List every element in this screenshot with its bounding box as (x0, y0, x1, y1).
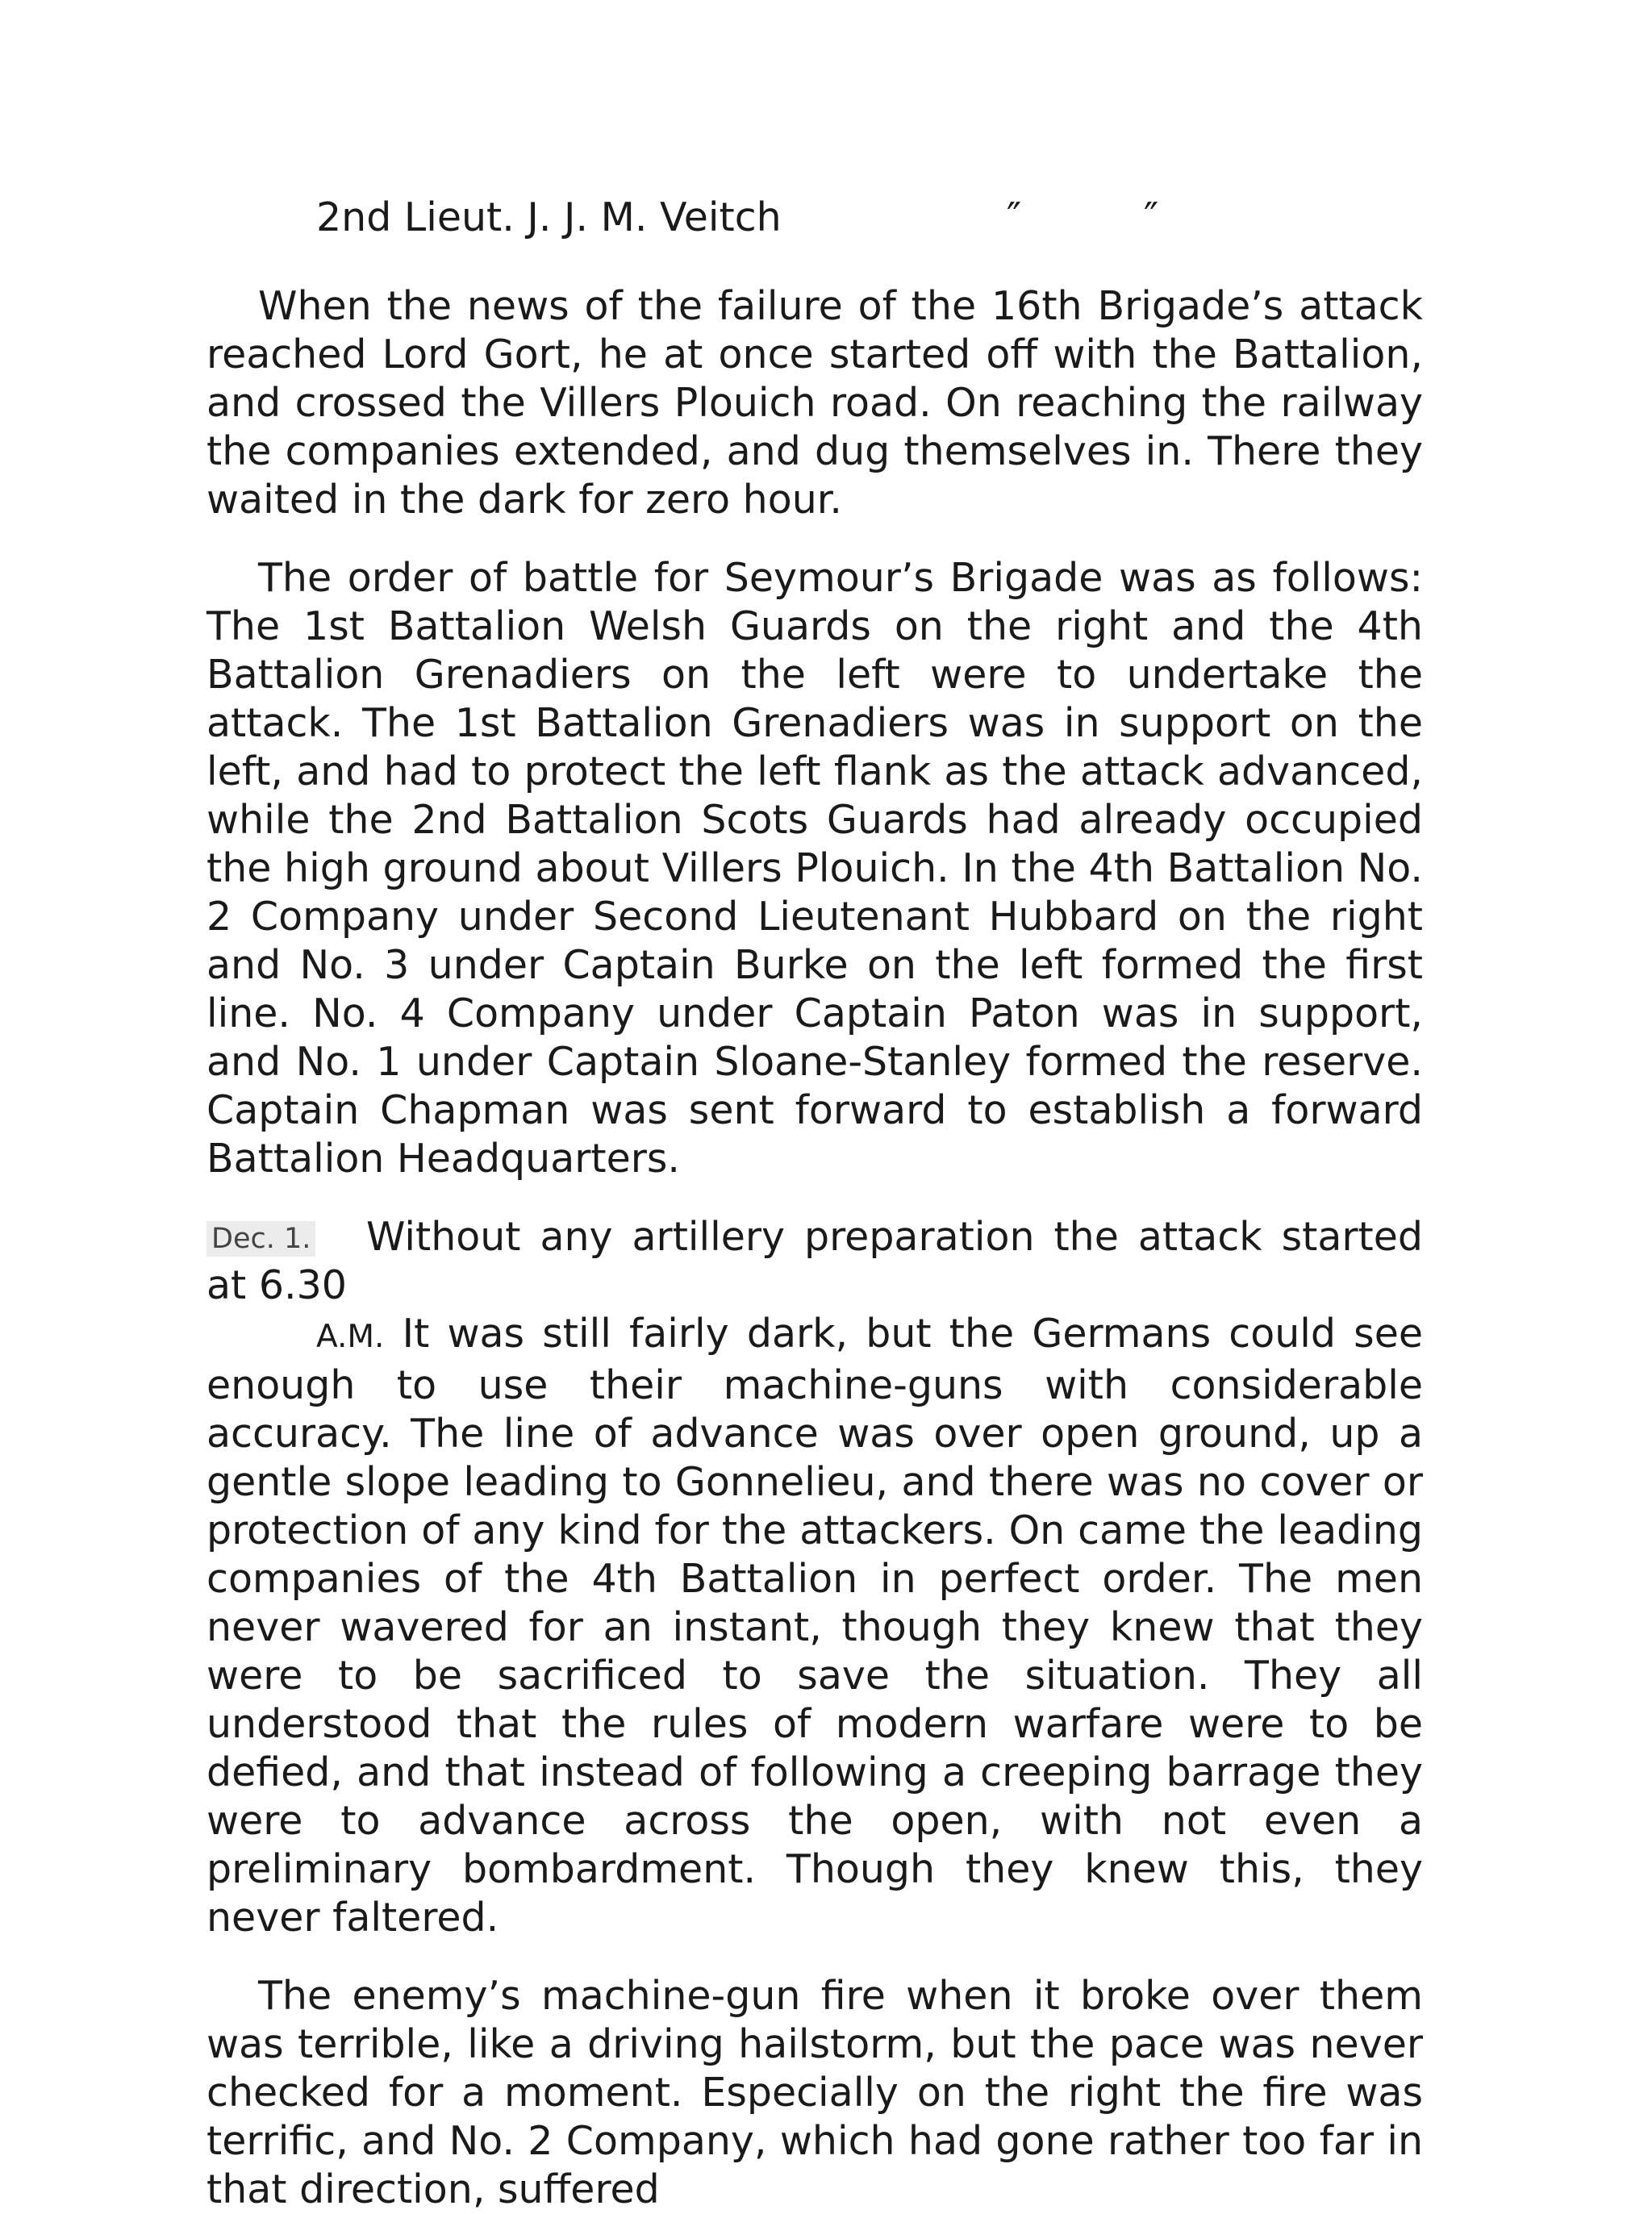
paragraph-order-of-battle: The order of battle for Seymour’s Brigade was as follows: The 1st Battalion Welsh Guards on the right and the 4th Battalion Grenadiers on the left were to undertake the attack. The 1st Battalion Grenadiers was in support on the left, and had to protect the left flank as the attack advanced, while the 2nd Battalion Scots Guards had already occupied the high ground about Villers Plouich. In the 4th Battalion No. 2 Company under Second Lieutenant Hubbard on the right and No. 3 under Captain Burke on the left formed the first line. No. 4 Company under Captain Paton was in support, and No. 1 under Captain Sloane-Stanley formed the reserve. Captain Chapman was sent forward to establish a forward Battalion Headquarters. (206, 555, 1423, 1182)
paragraph-body-text: It was still fairly dark, but the Germans could see enough to use their machine-guns with considerable accuracy. The line of advance was over open ground, up a gentle slope leading to Gonnelieu, and there was no cover or protection of any kind for the attackers. On came the leading companies of the 4th Battalion in perfect order. The men never wavered for an instant, though they knew that they were to be sacrificed to save the situation. They all understood that the rules of modern warfare were to be defied, and that instead of following a creeping barrage they were to advance across the open, with not even a preliminary bombardment. Though they knew this, they never faltered. (206, 1311, 1423, 1941)
margin-date-note: Dec. 1. (206, 1221, 315, 1257)
paragraph-attack-start (206, 1213, 1423, 1942)
ditto-mark: ″ (1144, 194, 1159, 240)
paragraph-lead-text: Without any artillery preparation the attack started at 6.30 (206, 1214, 1423, 1308)
ditto-mark: ″ (1007, 194, 1022, 240)
time-small-caps: A.M. (316, 1319, 385, 1355)
paragraph-news-of-failure: When the news of the failure of the 16th Brigade’s attack reached Lord Gort, he at once started off with the Battalion, and crossed the Villers Plouich road. On reaching the railway the companies extended, and dug themselves in. There they waited in the dark for zero hour. (206, 283, 1423, 523)
page-body (206, 186, 1423, 2214)
officer-name: 2nd Lieut. J. J. M. Veitch (316, 194, 782, 240)
officer-list-line (206, 186, 1423, 250)
paragraph-machine-gun-fire: The enemy’s machine-gun fire when it broke over them was terrible, like a driving hailstorm, but the pace was never checked for a moment. Especially on the right the fire was terrific, and No. 2 Company, which had gone rather too far in that direction, suffered (206, 1973, 1423, 2212)
